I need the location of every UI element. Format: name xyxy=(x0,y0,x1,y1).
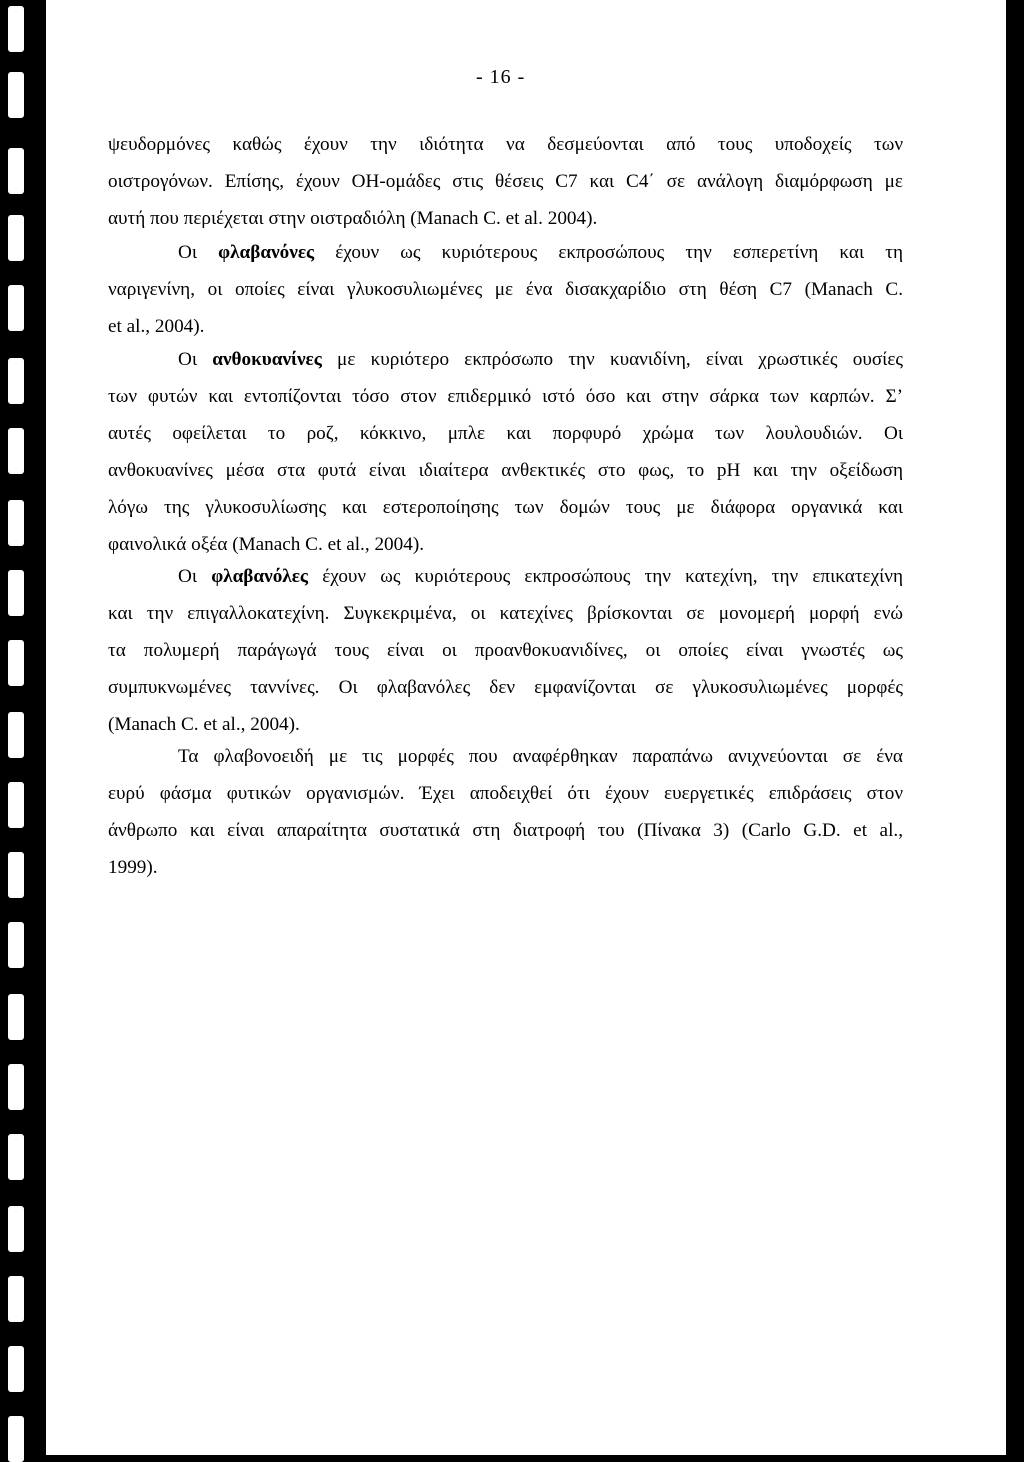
text-line: λόγω της γλυκοσυλίωσης και εστεροποίησης των δομών τους με διάφορα οργανικά και xyxy=(108,497,903,518)
film-perforation xyxy=(8,1346,24,1392)
film-perforation xyxy=(8,1064,24,1110)
paragraph-4 xyxy=(108,558,903,743)
film-perforation xyxy=(8,285,24,331)
film-perforation xyxy=(8,782,24,828)
text-run: Οι xyxy=(178,242,219,263)
paragraph-1 xyxy=(108,126,903,237)
film-perforation xyxy=(8,1134,24,1180)
film-perforation xyxy=(8,640,24,686)
text-line: ναριγενίνη, οι οποίες είναι γλυκοσυλιωμένες με ένα δισακχαρίδιο στη θέση C7 (Manach C. xyxy=(108,279,903,300)
paragraph-5 xyxy=(108,738,903,886)
text-run: Οι xyxy=(178,349,213,370)
text-line: τα πολυμερή παράγωγά τους είναι οι προανθοκυανιδίνες, οι οποίες είναι γνωστές ως xyxy=(108,640,903,661)
term-flavanols: φλαβανόλες xyxy=(211,566,309,587)
film-perforation xyxy=(8,428,24,474)
film-perforation xyxy=(8,922,24,968)
text-line: (Manach C. et al., 2004). xyxy=(108,714,300,735)
text-line: Τα φλαβονοειδή με τις μορφές που αναφέρθηκαν παραπάνω ανιχνεύονται σε ένα xyxy=(178,746,903,767)
text-run: Οι xyxy=(178,566,212,587)
film-perforation xyxy=(8,1206,24,1252)
text-line: φαινολικά οξέα (Manach C. et al., 2004). xyxy=(108,534,425,555)
film-perforation xyxy=(8,994,24,1040)
term-flavanones: φλαβανόνες xyxy=(218,242,315,263)
text-line xyxy=(108,341,903,378)
text-run: έχουν ως κυριότερους εκπροσώπους την εσπερετίνη και τη xyxy=(314,242,903,263)
text-line: άνθρωπο και είναι απαραίτητα συστατικά στη διατροφή του (Πίνακα 3) (Carlo G.D. et al., xyxy=(108,820,903,841)
text-line: 1999). xyxy=(108,857,158,878)
text-line: συμπυκνωμένες ταννίνες. Οι φλαβανόλες δεν εμφανίζονται σε γλυκοσυλιωμένες μορφές xyxy=(108,677,903,698)
paragraph-3 xyxy=(108,341,903,563)
paragraph-2 xyxy=(108,234,903,345)
text-run: με κυριότερο εκπρόσωπο την κυανιδίνη, είναι χρωστικές ουσίες xyxy=(321,349,903,370)
text-line: ανθοκυανίνες μέσα στα φυτά είναι ιδιαίτερα ανθεκτικές στο φως, το pH και την οξείδωση xyxy=(108,460,903,481)
text-line xyxy=(108,558,903,595)
text-run: έχουν ως κυριότερους εκπροσώπους την κατεχίνη, την επικατεχίνη xyxy=(308,566,903,587)
text-line: ευρύ φάσμα φυτικών οργανισμών. Έχει αποδειχθεί ότι έχουν ευεργετικές επιδράσεις στον xyxy=(108,783,903,804)
text-line: και την επιγαλλοκατεχίνη. Συγκεκριμένα, οι κατεχίνες βρίσκονται σε μονομερή μορφή ενώ xyxy=(108,603,903,624)
text-line xyxy=(108,234,903,271)
film-perforation xyxy=(8,215,24,261)
text-line: των φυτών και εντοπίζονται τόσο στον επιδερμικό ιστό όσο και στην σάρκα των καρπών. Σ’ xyxy=(108,386,903,407)
text-line: et al., 2004). xyxy=(108,316,205,337)
film-perforation xyxy=(8,6,24,52)
film-perforation xyxy=(8,1416,24,1462)
text-line: ψευδορμόνες καθώς έχουν την ιδιότητα να δεσμεύονται από τους υποδοχείς των xyxy=(108,134,903,155)
document-page xyxy=(46,0,1006,1455)
film-perforation xyxy=(8,358,24,404)
text-line: αυτές οφείλεται το ροζ, κόκκινο, μπλε και πορφυρό χρώμα των λουλουδιών. Οι xyxy=(108,423,903,444)
film-perforation xyxy=(8,148,24,194)
term-anthocyanins: ανθοκυανίνες xyxy=(212,349,322,370)
text-line: αυτή που περιέχεται στην οιστραδιόλη (Manach C. et al. 2004). xyxy=(108,208,598,229)
film-perforation xyxy=(8,712,24,758)
page-number: - 16 - xyxy=(476,66,526,88)
film-perforation xyxy=(8,852,24,898)
film-perforation xyxy=(8,570,24,616)
film-perforation xyxy=(8,1276,24,1322)
film-perforation xyxy=(8,500,24,546)
film-perforation xyxy=(8,72,24,118)
film-strip-border xyxy=(0,0,46,1455)
text-line: οιστρογόνων. Επίσης, έχουν ΟΗ-ομάδες στις θέσεις C7 και C4΄ σε ανάλογη διαμόρφωση με xyxy=(108,171,903,192)
